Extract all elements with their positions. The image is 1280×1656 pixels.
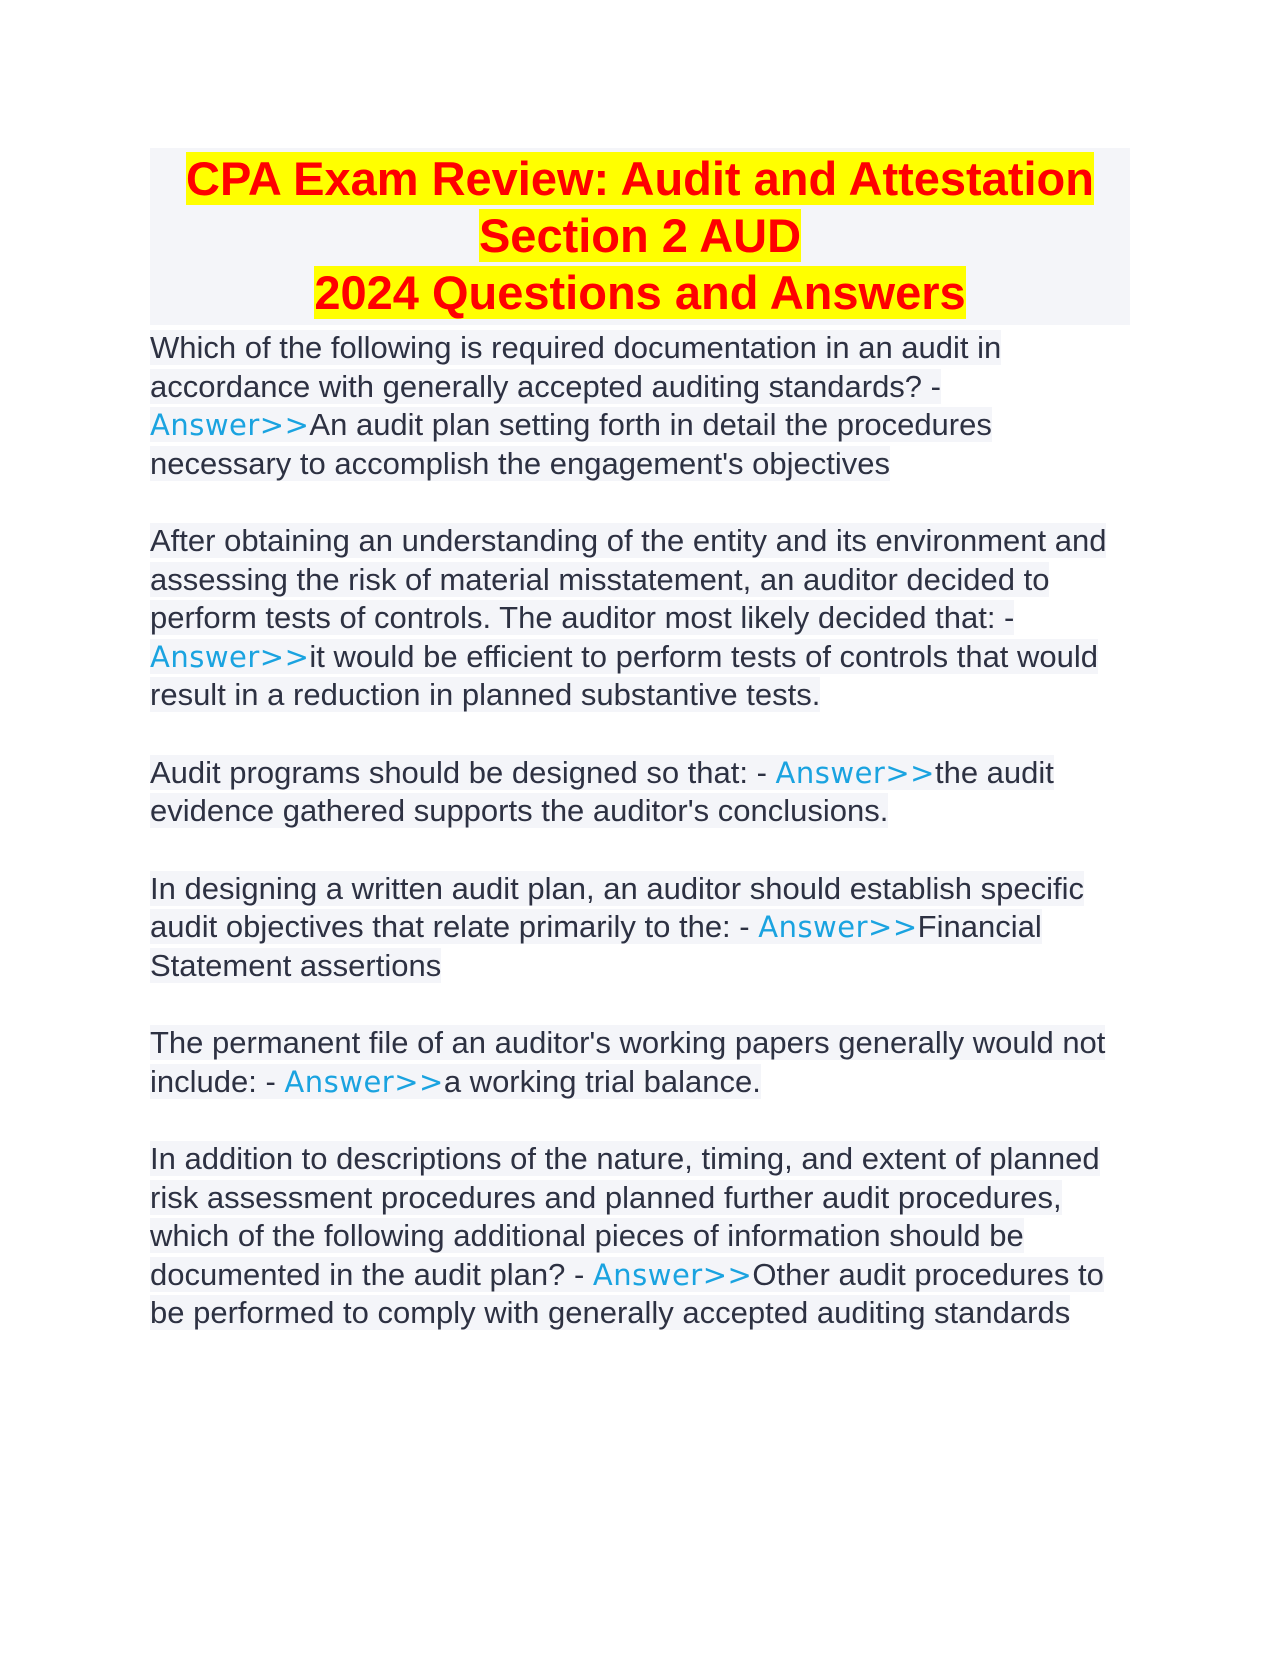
answer-text: An audit plan setting forth in detail the procedures necessary to accomplish the engagement's objectives [150,407,992,481]
question-text: Audit programs should be designed so that: - [150,754,776,790]
answer-text: a working trial balance. [443,1063,761,1099]
answer-text: Other audit procedures to be performed to comply with generally accepted auditing standards [150,1256,1104,1330]
answer-text: the audit evidence gathered supports the auditor's conclusions. [150,754,1054,828]
qa-item-2 [150,522,1130,715]
qa-item-4 [150,870,1130,986]
answer-tag: Answer>> [758,910,918,944]
qa-item-3 [150,754,1130,831]
qa-item-5 [150,1024,1130,1101]
title-line-1: CPA Exam Review: Audit and Attestation [186,152,1094,205]
title-line-2: Section 2 AUD [478,209,802,262]
document-page [150,148,1130,1372]
title-line-3: 2024 Questions and Answers [314,266,966,319]
qa-item-6 [150,1140,1130,1333]
question-text: After obtaining an understanding of the entity and its environment and assessing the risk of material misstatement, an auditor decided to perform tests of controls. The auditor most likely decided that: - [150,523,1107,635]
answer-tag: Answer>> [592,1257,753,1292]
question-text: Which of the following is required documentation in an audit in accordance with generally accepted auditing standards? - [150,330,1002,404]
qa-item-1 [150,329,1130,483]
answer-text: it would be efficient to perform tests of controls that would result in a reduction in planned substantive tests. [150,638,1099,712]
answer-tag: Answer>> [775,755,935,790]
answer-tag: Answer>> [284,1064,444,1099]
answer-text: Financial Statement assertions [150,909,1042,983]
question-text: In addition to descriptions of the nature, timing, and extent of planned risk assessment procedures and planned further audit procedures, which of the following additional pieces of information should be documented in the audit plan? - [150,1141,1100,1292]
answer-tag: Answer>> [150,408,310,442]
document-title [150,148,1130,325]
question-text: In designing a written audit plan, an auditor should establish specific audit objectives that relate primarily to the: - [150,870,1085,944]
question-text: The permanent file of an auditor's working papers generally would not include: - [150,1025,1106,1099]
answer-tag: Answer>> [150,639,310,674]
